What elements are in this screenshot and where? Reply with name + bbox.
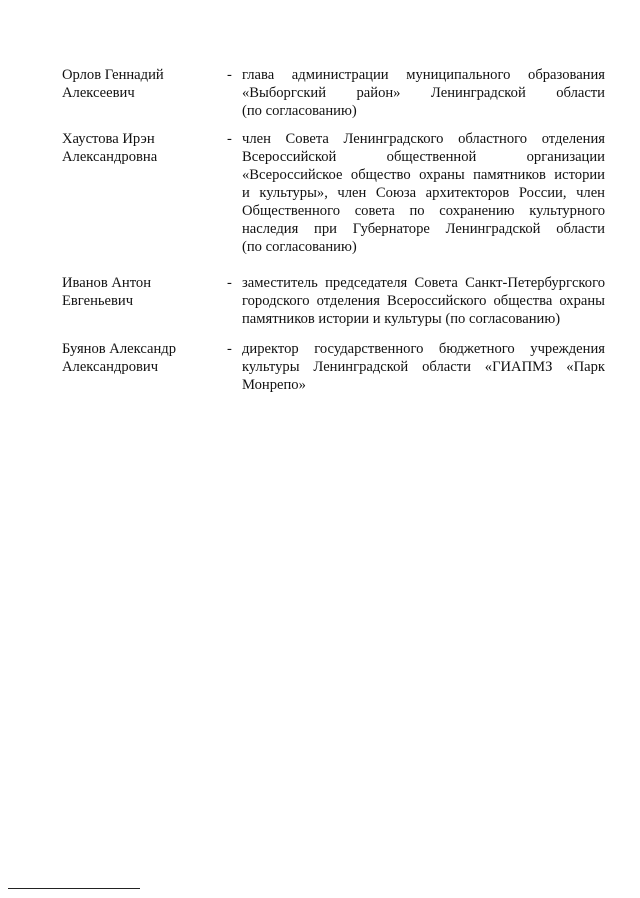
description-line: член Совета Ленинградского областного отделения <box>242 131 605 147</box>
member-name-line: Александровна <box>62 149 158 165</box>
member-name <box>62 340 222 376</box>
member-name-line: Буянов Александр <box>62 341 176 357</box>
description-line: наследия при Губернаторе Ленинградской области <box>242 221 605 237</box>
description-line: (по согласованию) <box>242 239 357 255</box>
description-line: культуры Ленинградской области «ГИАПМЗ «Парк <box>242 359 605 375</box>
description-line: (по согласованию) <box>242 103 357 119</box>
member-name-line: Хаустова Ирэн <box>62 131 155 147</box>
member-name <box>62 274 222 310</box>
dash-separator: - <box>227 67 232 83</box>
member-description <box>242 130 605 256</box>
member-description <box>242 66 605 120</box>
member-name-line: Орлов Геннадий <box>62 67 164 83</box>
member-name <box>62 130 222 166</box>
description-line: глава администрации муниципального образования <box>242 67 605 83</box>
description-line: и культуры», член Союза архитекторов России, член <box>242 185 605 201</box>
description-line: директор государственного бюджетного учреждения <box>242 341 605 357</box>
member-name-line: Александрович <box>62 359 159 375</box>
footnote-separator-line <box>8 888 140 889</box>
description-line: «Выборгский район» Ленинградской области <box>242 85 605 101</box>
dash-separator: - <box>227 131 232 147</box>
member-name-line: Алексеевич <box>62 85 135 101</box>
description-line: «Всероссийское общество охраны памятников истории <box>242 167 605 183</box>
description-line: памятников истории и культуры (по согласованию) <box>242 311 561 327</box>
description-line: Монрепо» <box>242 377 306 393</box>
description-line: городского отделения Всероссийского общества охраны <box>242 293 605 309</box>
dash-separator: - <box>227 341 232 357</box>
description-line: заместитель председателя Совета Санкт-Петербургского <box>242 275 605 291</box>
description-line: Всероссийской общественной организации <box>242 149 605 165</box>
member-name-line: Иванов Антон <box>62 275 152 291</box>
member-name-line: Евгеньевич <box>62 293 134 309</box>
dash-separator: - <box>227 275 232 291</box>
description-line: Общественного совета по сохранению культурного <box>242 203 605 219</box>
member-description <box>242 274 605 328</box>
member-name <box>62 66 222 102</box>
member-description <box>242 340 605 394</box>
